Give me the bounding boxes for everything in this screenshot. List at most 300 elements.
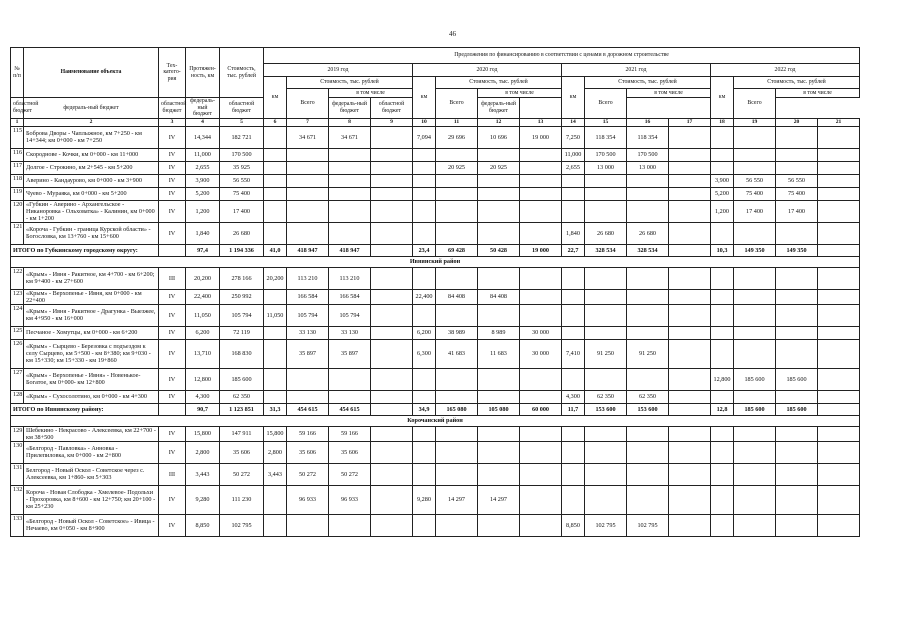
- value-cell: [734, 222, 776, 244]
- column-number-row: [11, 118, 860, 126]
- object-name: Боброва Дворы - Чаплыжное, км 7+250 - км 14+344; км 0+000 - км 7+250: [24, 126, 159, 148]
- tech-category: III: [159, 463, 186, 485]
- value-cell: 2,655: [562, 161, 585, 174]
- table-row: [11, 174, 860, 187]
- value-cell: [520, 161, 562, 174]
- total-value: 31,3: [264, 403, 287, 415]
- object-name: Скороднове - Кочки, км 0+000 - км 11+000: [24, 148, 159, 161]
- value-cell: [562, 485, 585, 514]
- total-value: 418 947: [287, 244, 329, 256]
- value-cell: [436, 463, 478, 485]
- value-cell: [776, 222, 818, 244]
- value-cell: 9,280: [413, 485, 436, 514]
- row-number: 125: [11, 326, 24, 339]
- total-value: 60 000: [520, 403, 562, 415]
- table-row: [11, 514, 860, 536]
- value-cell: [669, 222, 711, 244]
- value-cell: 11 683: [478, 339, 520, 368]
- value-cell: 170 500: [585, 148, 627, 161]
- value-cell: 35 606: [329, 441, 371, 463]
- value-cell: [520, 222, 562, 244]
- value-cell: 20,200: [186, 267, 220, 289]
- value-cell: [520, 441, 562, 463]
- value-cell: [585, 326, 627, 339]
- value-cell: [776, 148, 818, 161]
- value-cell: [520, 463, 562, 485]
- value-cell: [818, 463, 860, 485]
- value-cell: 33 130: [329, 326, 371, 339]
- value-cell: [585, 174, 627, 187]
- value-cell: 35 606: [220, 441, 264, 463]
- header-incl: в том числе: [329, 89, 413, 98]
- tech-category: IV: [159, 485, 186, 514]
- object-name: Шебекино - Некрасово - Алексеевка, км 22+700 - км 38+500: [24, 426, 159, 441]
- value-cell: [329, 222, 371, 244]
- value-cell: [627, 289, 669, 304]
- value-cell: [520, 368, 562, 390]
- total-value: 454 615: [287, 403, 329, 415]
- value-cell: [562, 267, 585, 289]
- road-financing-table: [10, 47, 860, 537]
- value-cell: [371, 267, 413, 289]
- value-cell: [520, 514, 562, 536]
- value-cell: 6,200: [413, 326, 436, 339]
- value-cell: [520, 174, 562, 187]
- value-cell: 13 000: [627, 161, 669, 174]
- value-cell: [711, 222, 734, 244]
- total-value: 153 600: [627, 403, 669, 415]
- value-cell: [478, 368, 520, 390]
- value-cell: 7,410: [562, 339, 585, 368]
- value-cell: [478, 267, 520, 289]
- value-cell: [818, 368, 860, 390]
- value-cell: [413, 514, 436, 536]
- value-cell: 14 297: [478, 485, 520, 514]
- value-cell: 26 680: [627, 222, 669, 244]
- value-cell: [329, 161, 371, 174]
- value-cell: [478, 174, 520, 187]
- value-cell: 20 925: [478, 161, 520, 174]
- value-cell: [264, 187, 287, 200]
- value-cell: [520, 304, 562, 326]
- value-cell: [585, 426, 627, 441]
- value-cell: 166 584: [287, 289, 329, 304]
- table-row: [11, 339, 860, 368]
- value-cell: 34 671: [329, 126, 371, 148]
- value-cell: 11,000: [562, 148, 585, 161]
- value-cell: [818, 339, 860, 368]
- value-cell: [818, 187, 860, 200]
- value-cell: 3,443: [264, 463, 287, 485]
- value-cell: 4,300: [186, 390, 220, 403]
- value-cell: 8 989: [478, 326, 520, 339]
- value-cell: [669, 161, 711, 174]
- value-cell: [562, 368, 585, 390]
- value-cell: [818, 289, 860, 304]
- value-cell: [520, 187, 562, 200]
- value-cell: 105 794: [287, 304, 329, 326]
- value-cell: [520, 200, 562, 222]
- value-cell: [264, 514, 287, 536]
- total-value: 11,7: [562, 403, 585, 415]
- row-number: 130: [11, 441, 24, 463]
- value-cell: [371, 390, 413, 403]
- value-cell: 3,900: [186, 174, 220, 187]
- value-cell: [264, 368, 287, 390]
- value-cell: 113 210: [329, 267, 371, 289]
- value-cell: 182 721: [220, 126, 264, 148]
- value-cell: 34 671: [287, 126, 329, 148]
- tech-category: IV: [159, 339, 186, 368]
- value-cell: 30 000: [520, 326, 562, 339]
- value-cell: [264, 339, 287, 368]
- value-cell: [585, 267, 627, 289]
- table-row: [11, 289, 860, 304]
- value-cell: [329, 187, 371, 200]
- value-cell: [287, 187, 329, 200]
- value-cell: [711, 267, 734, 289]
- column-number: 10: [413, 118, 436, 126]
- value-cell: [818, 304, 860, 326]
- value-cell: [627, 200, 669, 222]
- value-cell: [562, 426, 585, 441]
- value-cell: [734, 426, 776, 441]
- total-value: 149 350: [776, 244, 818, 256]
- value-cell: [776, 126, 818, 148]
- value-cell: [520, 485, 562, 514]
- value-cell: 6,200: [186, 326, 220, 339]
- value-cell: 62 350: [220, 390, 264, 403]
- total-value: 50 428: [478, 244, 520, 256]
- value-cell: 75 400: [734, 187, 776, 200]
- tech-category: IV: [159, 368, 186, 390]
- value-cell: [627, 368, 669, 390]
- value-cell: [562, 187, 585, 200]
- value-cell: [287, 161, 329, 174]
- header-year-2022: 2022 год: [711, 64, 860, 77]
- value-cell: [669, 126, 711, 148]
- total-value: 454 615: [329, 403, 371, 415]
- total-value: 105 080: [478, 403, 520, 415]
- value-cell: 33 130: [287, 326, 329, 339]
- value-cell: [329, 514, 371, 536]
- object-name: «Крым» - Ивня - Ракитное, км 4+700 - км 6+200; км 9+400 - км 27+600: [24, 267, 159, 289]
- value-cell: [818, 174, 860, 187]
- value-cell: [371, 289, 413, 304]
- value-cell: 102 795: [627, 514, 669, 536]
- total-value: 22,7: [562, 244, 585, 256]
- value-cell: 5,200: [711, 187, 734, 200]
- object-name: Долгое - Строкино, км 2+545 - км 5+200: [24, 161, 159, 174]
- value-cell: 15,800: [186, 426, 220, 441]
- column-number: 5: [220, 118, 264, 126]
- tech-category: IV: [159, 174, 186, 187]
- value-cell: [264, 161, 287, 174]
- value-cell: [818, 161, 860, 174]
- value-cell: 59 166: [329, 426, 371, 441]
- value-cell: 5,200: [186, 187, 220, 200]
- total-value: 185 600: [776, 403, 818, 415]
- value-cell: [436, 304, 478, 326]
- value-cell: [585, 441, 627, 463]
- value-cell: [329, 390, 371, 403]
- header-federal: федераль-ный бюджет: [186, 98, 220, 119]
- value-cell: [478, 390, 520, 403]
- header-incl: в том числе: [478, 89, 562, 98]
- value-cell: [413, 390, 436, 403]
- value-cell: [436, 174, 478, 187]
- value-cell: [776, 326, 818, 339]
- tech-category: IV: [159, 289, 186, 304]
- value-cell: [585, 187, 627, 200]
- value-cell: 50 272: [220, 463, 264, 485]
- value-cell: [371, 514, 413, 536]
- value-cell: [776, 339, 818, 368]
- value-cell: [711, 326, 734, 339]
- value-cell: [627, 326, 669, 339]
- value-cell: [585, 368, 627, 390]
- total-value: 328 534: [585, 244, 627, 256]
- value-cell: 75 400: [220, 187, 264, 200]
- value-cell: [329, 200, 371, 222]
- value-cell: [669, 339, 711, 368]
- header-year-2019: 2019 год: [264, 64, 413, 77]
- value-cell: [776, 485, 818, 514]
- value-cell: [264, 390, 287, 403]
- value-cell: [264, 174, 287, 187]
- table-row: [11, 485, 860, 514]
- value-cell: [585, 463, 627, 485]
- value-cell: 41 683: [436, 339, 478, 368]
- row-number: 126: [11, 339, 24, 368]
- value-cell: [413, 267, 436, 289]
- value-cell: [711, 426, 734, 441]
- total-value: 1 194 336: [220, 244, 264, 256]
- value-cell: 2,800: [264, 441, 287, 463]
- column-number: 18: [711, 118, 734, 126]
- value-cell: [711, 390, 734, 403]
- tech-category: IV: [159, 126, 186, 148]
- column-number: 4: [186, 118, 220, 126]
- value-cell: [669, 514, 711, 536]
- total-value: 1 123 851: [220, 403, 264, 415]
- value-cell: 2,800: [186, 441, 220, 463]
- value-cell: [413, 200, 436, 222]
- value-cell: [436, 187, 478, 200]
- value-cell: [776, 463, 818, 485]
- row-number: 120: [11, 200, 24, 222]
- value-cell: [734, 463, 776, 485]
- value-cell: 7,094: [413, 126, 436, 148]
- table-row: [11, 126, 860, 148]
- value-cell: 26 680: [220, 222, 264, 244]
- object-name: «Крым» - Верхопенье - Ивня» - Новенькое-Богатое, км 0+000- км 12+800: [24, 368, 159, 390]
- value-cell: 56 550: [734, 174, 776, 187]
- value-cell: [669, 304, 711, 326]
- row-number: 131: [11, 463, 24, 485]
- value-cell: [669, 326, 711, 339]
- value-cell: [264, 148, 287, 161]
- table-row: [11, 463, 860, 485]
- value-cell: [627, 426, 669, 441]
- header-length: Протяжен-ность, км: [186, 48, 220, 98]
- row-number: 116: [11, 148, 24, 161]
- value-cell: [734, 267, 776, 289]
- total-value: 41,0: [264, 244, 287, 256]
- value-cell: 96 933: [329, 485, 371, 514]
- value-cell: 56 550: [220, 174, 264, 187]
- value-cell: 20 925: [436, 161, 478, 174]
- value-cell: [669, 390, 711, 403]
- table-body: [11, 126, 860, 536]
- total-value: [669, 244, 711, 256]
- value-cell: [478, 441, 520, 463]
- value-cell: 12,800: [711, 368, 734, 390]
- value-cell: [436, 200, 478, 222]
- total-row: [11, 244, 860, 256]
- value-cell: [478, 148, 520, 161]
- header-km: км: [562, 77, 585, 119]
- value-cell: 17 400: [220, 200, 264, 222]
- value-cell: [287, 368, 329, 390]
- object-name: Песчаное - Хомутцы, км 0+000 - км 6+200: [24, 326, 159, 339]
- value-cell: [371, 441, 413, 463]
- row-number: 127: [11, 368, 24, 390]
- header-regional: областной бюджет: [11, 98, 24, 119]
- column-number: 12: [478, 118, 520, 126]
- header-incl: в том числе: [627, 89, 711, 98]
- value-cell: 35 606: [287, 441, 329, 463]
- row-number: 133: [11, 514, 24, 536]
- header-category: Тех-катего-рия: [159, 48, 186, 98]
- value-cell: [371, 187, 413, 200]
- value-cell: [776, 267, 818, 289]
- tech-category: IV: [159, 441, 186, 463]
- value-cell: 35 925: [220, 161, 264, 174]
- value-cell: [711, 289, 734, 304]
- value-cell: [478, 222, 520, 244]
- table-row: [11, 304, 860, 326]
- value-cell: 35 897: [329, 339, 371, 368]
- tech-category: IV: [159, 426, 186, 441]
- total-value: 69 428: [436, 244, 478, 256]
- value-cell: 250 992: [220, 289, 264, 304]
- value-cell: [264, 200, 287, 222]
- value-cell: [371, 326, 413, 339]
- row-number: 122: [11, 267, 24, 289]
- total-value: 10,3: [711, 244, 734, 256]
- value-cell: [711, 463, 734, 485]
- value-cell: [329, 148, 371, 161]
- value-cell: 20,200: [264, 267, 287, 289]
- tech-category: IV: [159, 514, 186, 536]
- tech-category: IV: [159, 390, 186, 403]
- value-cell: 185 600: [734, 368, 776, 390]
- header-cost-group: Стоимость, тыс. рублей: [734, 77, 860, 89]
- value-cell: [329, 368, 371, 390]
- column-number: 17: [669, 118, 711, 126]
- value-cell: [478, 426, 520, 441]
- value-cell: 102 795: [220, 514, 264, 536]
- value-cell: 278 166: [220, 267, 264, 289]
- value-cell: [734, 514, 776, 536]
- value-cell: [413, 161, 436, 174]
- table-row: [11, 267, 860, 289]
- value-cell: [627, 267, 669, 289]
- value-cell: [478, 463, 520, 485]
- value-cell: [711, 161, 734, 174]
- value-cell: 62 350: [585, 390, 627, 403]
- row-number: 115: [11, 126, 24, 148]
- header-cost-group: Стоимость, тыс. рублей: [585, 77, 711, 89]
- value-cell: [818, 200, 860, 222]
- value-cell: [711, 304, 734, 326]
- value-cell: 9,280: [186, 485, 220, 514]
- value-cell: 50 272: [329, 463, 371, 485]
- value-cell: 170 500: [627, 148, 669, 161]
- total-value: 12,8: [711, 403, 734, 415]
- value-cell: [562, 463, 585, 485]
- column-number: 11: [436, 118, 478, 126]
- value-cell: [264, 126, 287, 148]
- value-cell: 1,200: [711, 200, 734, 222]
- row-number: 128: [11, 390, 24, 403]
- total-value: [818, 244, 860, 256]
- value-cell: 11,050: [186, 304, 220, 326]
- column-number: 19: [734, 118, 776, 126]
- header-km: км: [711, 77, 734, 119]
- value-cell: 84 408: [478, 289, 520, 304]
- value-cell: [371, 463, 413, 485]
- value-cell: [776, 390, 818, 403]
- tech-category: IV: [159, 200, 186, 222]
- value-cell: [264, 222, 287, 244]
- value-cell: [436, 148, 478, 161]
- value-cell: 185 600: [776, 368, 818, 390]
- value-cell: [413, 222, 436, 244]
- column-number: 2: [24, 118, 159, 126]
- value-cell: 166 584: [329, 289, 371, 304]
- value-cell: [818, 126, 860, 148]
- row-number: 129: [11, 426, 24, 441]
- total-value: 97,4: [186, 244, 220, 256]
- total-value: [371, 403, 413, 415]
- total-value: [818, 403, 860, 415]
- value-cell: [413, 187, 436, 200]
- total-category: [159, 403, 186, 415]
- value-cell: 75 400: [776, 187, 818, 200]
- value-cell: [711, 485, 734, 514]
- table-row: [11, 426, 860, 441]
- value-cell: [669, 200, 711, 222]
- value-cell: 56 550: [776, 174, 818, 187]
- value-cell: 35 897: [287, 339, 329, 368]
- value-cell: [371, 339, 413, 368]
- table-row: [11, 326, 860, 339]
- header-incl: в том числе: [776, 89, 860, 98]
- object-name: «Крым» - Ивня - Ракитное - Драгунка - Выезжее, км 4+950 - км 16+000: [24, 304, 159, 326]
- column-number: 1: [11, 118, 24, 126]
- value-cell: [287, 174, 329, 187]
- value-cell: [711, 339, 734, 368]
- value-cell: [776, 441, 818, 463]
- value-cell: [776, 514, 818, 536]
- value-cell: 14 297: [436, 485, 478, 514]
- header-total: Всего: [287, 89, 329, 119]
- column-number: 16: [627, 118, 669, 126]
- value-cell: [627, 463, 669, 485]
- total-value: 19 000: [520, 244, 562, 256]
